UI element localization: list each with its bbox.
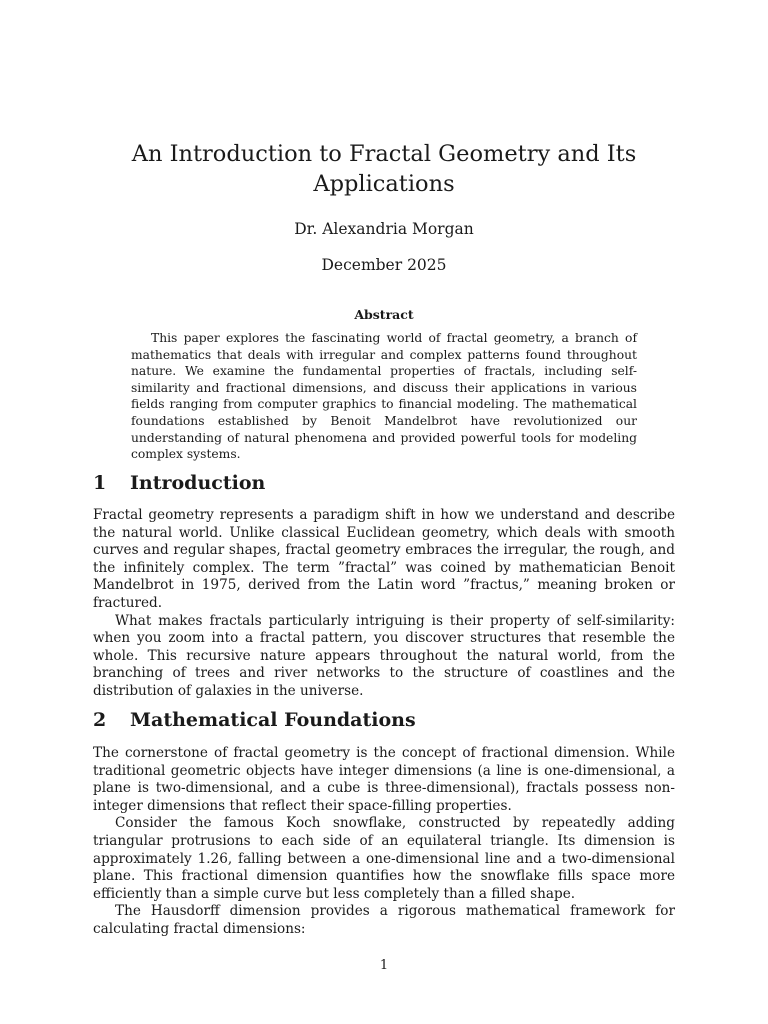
paragraph: The cornerstone of fractal geometry is the concept of fractional dimension. While traditional geometric objects have integer dimensions (a line is one-dimensional, a plane is two-dimensional, and a cube is three-dimensional), fractals possess non-integer dimensions that reflect their space-filling properties. [93, 745, 675, 814]
paper-date: December 2025 [321, 256, 447, 274]
section-heading-mathematical-foundations [93, 707, 675, 733]
paragraph: The Hausdorff dimension provides a rigorous mathematical framework for calculating fractal dimensions: [93, 903, 675, 937]
section-body-introduction [93, 507, 675, 701]
section-title: Mathematical Foundations [130, 709, 416, 731]
section-heading-introduction [93, 470, 675, 496]
paper-author: Dr. Alexandria Morgan [294, 220, 474, 238]
abstract-heading: Abstract [354, 307, 414, 322]
section-number: 1 [93, 472, 107, 494]
paragraph: Consider the famous Koch snowflake, constructed by repeatedly adding triangular protrusions to each side of an equilateral triangle. Its dimension is approximately 1.26, falling between a one-dimensional line and a two-dimensional plane. This fractional dimension quantifies how the snowflake fills space more efficiently than a simple curve but less completely than a filled shape. [93, 815, 675, 902]
section-title: Introduction [130, 472, 266, 494]
page-number: 1 [379, 958, 389, 973]
abstract-text: This paper explores the fascinating world of fractal geometry, a branch of mathematics that deals with irregular and complex patterns found throughout nature. We examine the fundamental properties of fractals, including self-similarity and fractional dimensions, and discuss their applications in various fields ranging from computer graphics to financial modeling. The mathematical foundations established by Benoit Mandelbrot have revolutionized our understanding of natural phenomena and provided powerful tools for modeling complex systems. [131, 331, 637, 462]
paragraph: What makes fractals particularly intriguing is their property of self-similarity: when you zoom into a fractal pattern, you discover structures that resemble the whole. This recursive nature appears throughout the natural world, from the branching of trees and river networks to the structure of coastlines and the distribution of galaxies in the universe. [93, 612, 675, 699]
section-number: 2 [93, 709, 107, 731]
paragraph: Fractal geometry represents a paradigm shift in how we understand and describe the natural world. Unlike classical Euclidean geometry, which deals with smooth curves and regular shapes, fractal geometry embraces the irregular, the rough, and the infinitely complex. The term ”fractal” was coined by mathematician Benoit Mandelbrot in 1975, derived from the Latin word ”fractus,” meaning broken or fractured. [93, 507, 675, 611]
section-body-mathematical-foundations [93, 745, 675, 939]
paper-title: An Introduction to Fractal Geometry and Its Applications [131, 141, 637, 197]
